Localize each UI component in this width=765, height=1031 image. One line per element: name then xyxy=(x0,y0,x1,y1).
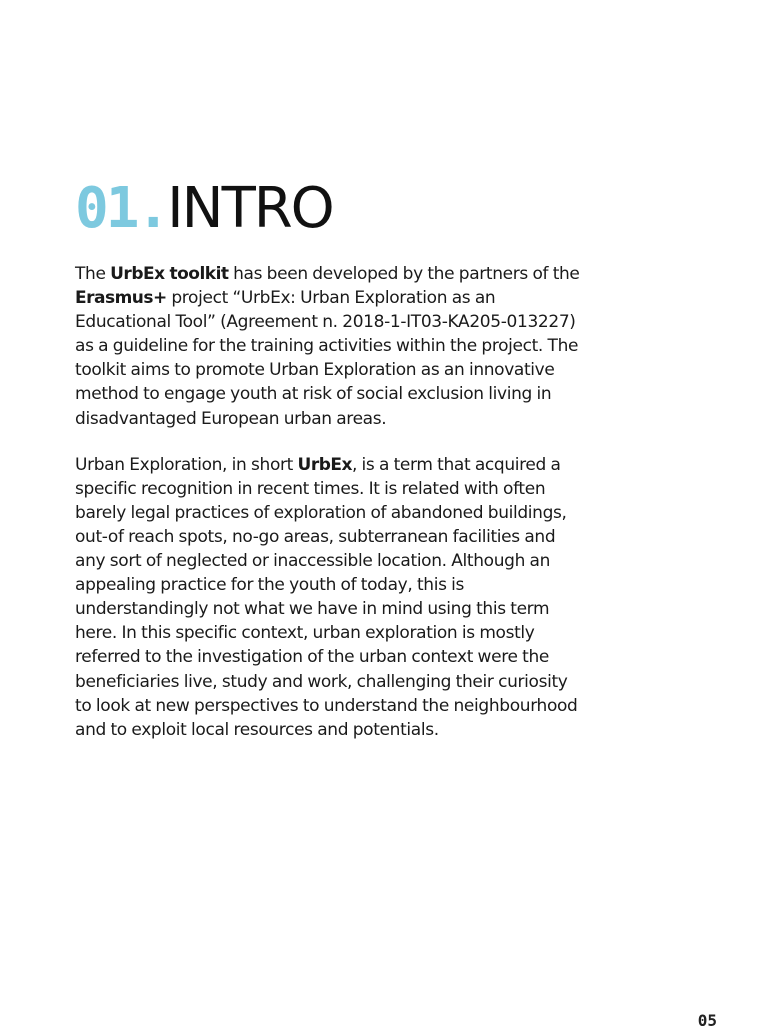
page-number: 05 xyxy=(697,1011,717,1030)
bold-term-urbex: UrbEx xyxy=(297,454,352,475)
paragraph-definition xyxy=(75,453,580,742)
bold-term-erasmus: Erasmus+ xyxy=(75,288,167,309)
paragraph-text: has been developed by the partners of the xyxy=(228,264,580,284)
paragraph-intro xyxy=(75,262,580,431)
section-title: INTRO xyxy=(167,176,333,241)
section-heading xyxy=(75,172,333,244)
body-text xyxy=(75,262,580,764)
section-number: 01. xyxy=(75,176,168,241)
bold-term-urbex-toolkit: UrbEx toolkit xyxy=(110,264,229,284)
paragraph-text: , is a term that acquired a specific recognition in recent times. It is related with often barely legal practices of exploration of abandoned buildings, out-of reach spots, no-go areas, subterranean facilities and any sort of neglected or inaccessible location. Although an appealing practice for the youth of today, this is understandingly not what we have in mind using this term here. In this specific context, urban exploration is mostly referred to the investigation of the urban context were the beneficiaries live, study and work, challenging their curiosity to look at new perspectives to understand the neighbourhood and to exploit local resources and potentials. xyxy=(75,454,578,740)
paragraph-text: The xyxy=(75,264,111,284)
paragraph-text: Urban Exploration, in short xyxy=(75,454,298,475)
paragraph-text: project “UrbEx: Urban Exploration as an Educational Tool” (Agreement n. 2018-1-IT03-KA205-013227) as a guideline for the training activities within the project. The toolkit aims to promote Urban Exploration as an innovative method to engage youth at risk of social exclusion living in disadvantaged European urban areas. xyxy=(75,288,579,429)
